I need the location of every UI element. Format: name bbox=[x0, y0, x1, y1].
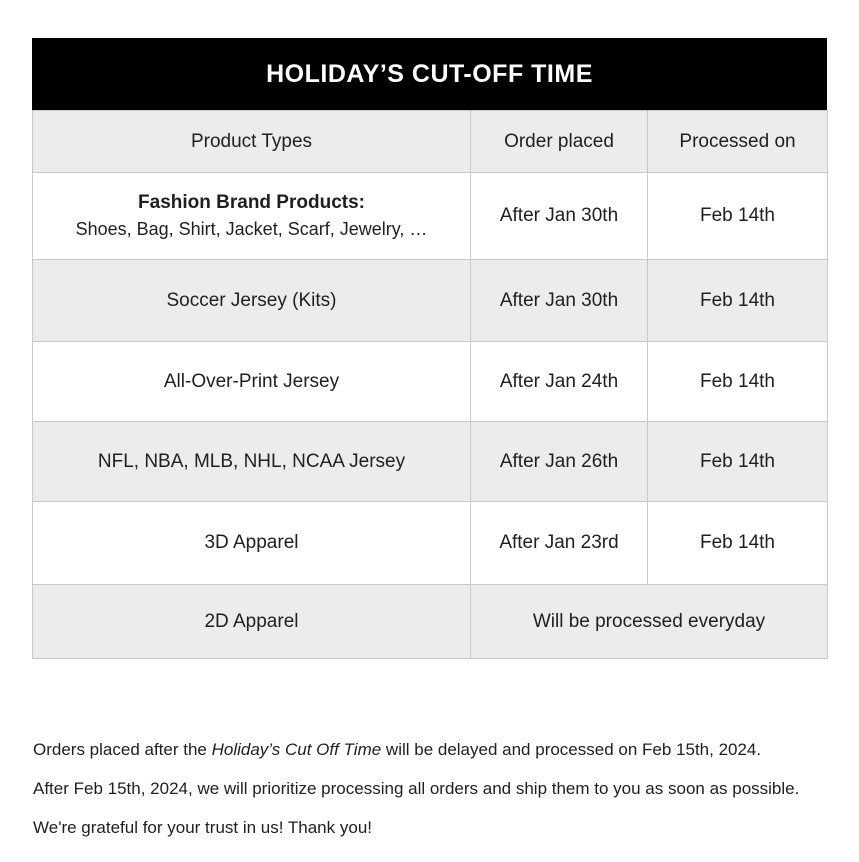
cutoff-table bbox=[32, 110, 828, 659]
table-title-bar bbox=[32, 38, 827, 110]
order-placed-cell: After Jan 30th bbox=[471, 173, 648, 260]
order-placed-cell: After Jan 23rd bbox=[471, 502, 648, 585]
table-row bbox=[33, 260, 828, 342]
table-row bbox=[33, 342, 828, 422]
footer-notes bbox=[33, 730, 853, 847]
merged-note-cell: Will be processed everyday bbox=[471, 585, 828, 659]
table-row bbox=[33, 502, 828, 585]
cutoff-table-container bbox=[32, 38, 827, 659]
processed-on-cell: Feb 14th bbox=[648, 260, 828, 342]
note-line-1-italic: Holiday’s Cut Off Time bbox=[211, 740, 382, 759]
table-row bbox=[33, 422, 828, 502]
product-cell: 3D Apparel bbox=[33, 502, 471, 585]
order-placed-cell: After Jan 24th bbox=[471, 342, 648, 422]
note-line-2: After Feb 15th, 2024, we will prioritize processing all orders and ship them to you as soon as possible. bbox=[33, 779, 800, 798]
product-name: Fashion Brand Products: bbox=[138, 192, 365, 213]
note-line-1-post: will be delayed and processed on Feb 15th, 2024. bbox=[381, 740, 762, 759]
header-row bbox=[33, 111, 828, 173]
col-header-product-types: Product Types bbox=[33, 111, 471, 173]
processed-on-cell: Feb 14th bbox=[648, 342, 828, 422]
product-subtext: Shoes, Bag, Shirt, Jacket, Scarf, Jewelry, … bbox=[75, 219, 428, 239]
table-row bbox=[33, 173, 828, 260]
processed-on-cell: Feb 14th bbox=[648, 422, 828, 502]
col-header-processed-on: Processed on bbox=[648, 111, 828, 173]
product-cell: NFL, NBA, MLB, NHL, NCAA Jersey bbox=[33, 422, 471, 502]
note-line-1 bbox=[33, 730, 853, 769]
product-cell bbox=[33, 173, 471, 260]
processed-on-cell: Feb 14th bbox=[648, 173, 828, 260]
table-row bbox=[33, 585, 828, 659]
product-cell: All-Over-Print Jersey bbox=[33, 342, 471, 422]
order-placed-cell: After Jan 30th bbox=[471, 260, 648, 342]
processed-on-cell: Feb 14th bbox=[648, 502, 828, 585]
page-title: HOLIDAY’S CUT-OFF TIME bbox=[266, 59, 593, 88]
col-header-order-placed: Order placed bbox=[471, 111, 648, 173]
note-line-3: We're grateful for your trust in us! Thank you! bbox=[33, 818, 372, 837]
order-placed-cell: After Jan 26th bbox=[471, 422, 648, 502]
note-line-1-pre: Orders placed after the bbox=[33, 740, 212, 759]
product-cell: Soccer Jersey (Kits) bbox=[33, 260, 471, 342]
product-cell: 2D Apparel bbox=[33, 585, 471, 659]
